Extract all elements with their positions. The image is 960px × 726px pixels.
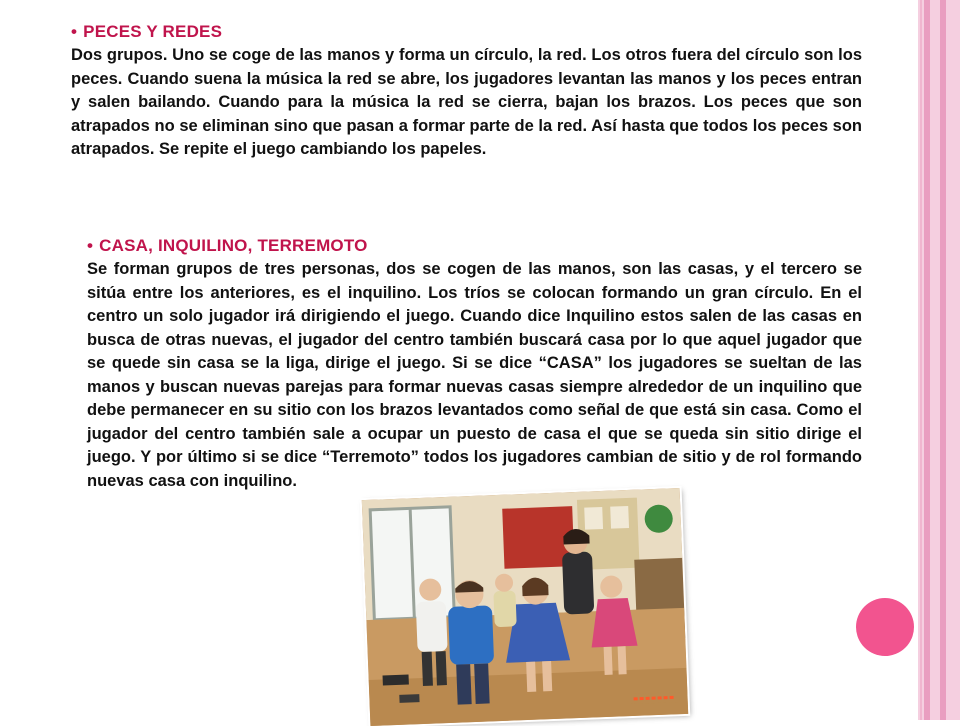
section-text: Se forman grupos de tres personas, dos se cogen de las manos, son las casas, y el tercero se sitúa entre los anteriores, es el inquilino. Los tríos se colocan formando un gran círculo. En el centro un solo jugador irá dirigiendo el juego. Cuando dice Inquilino estos salen de las casas en busca de otras nuevas, el jugador del centro también buscará casa por lo que aquel jugador que se quede sin casa se la liga, dirige el juego. Si se dice “CASA” los jugadores se sueltan de las manos y buscan nuevas parejas para formar nuevas casas siempre alrededor de un inquilino que debe permanecer en su sitio con los brazos levantados como señal de que está sin casa. Como el jugador del centro también sale a ocupar un puesto de casa el que se queda sin sitio dirige el juego. Y por último si se dice “Terremoto” todos los jugadores cambian de sitio y de rol formando nuevas casa con inquilino. — [87, 260, 862, 490]
section-title: PECES Y REDES — [83, 22, 223, 41]
section-title: CASA, INQUILINO, TERREMOTO — [99, 236, 368, 255]
bullet-icon: • — [87, 236, 94, 255]
border-stripe — [940, 0, 946, 720]
right-decorative-border — [918, 0, 960, 720]
border-line — [920, 0, 922, 720]
section-heading — [87, 236, 862, 256]
section-casa-inquilino-terremoto — [87, 236, 862, 493]
section-text: Dos grupos. Uno se coge de las manos y forma un círculo, la red. Los otros fuera del círculo son los peces. Cuando suena la música la red se abre, los jugadores levantan las manos y los peces entran y salen bailando. Cuando para la música la red se cierra, bajan los brazos. Los peces que son atrapados no se eliminan sino que pasan a formar parte de la red. Así hasta que todos los peces son atrapados. Se repite el juego cambiando los papeles. — [71, 46, 862, 158]
photo-illustration — [362, 488, 688, 726]
decorative-pink-circle — [856, 598, 914, 656]
children-playing-photo — [362, 488, 688, 726]
bullet-icon: • — [71, 22, 78, 41]
section-peces-y-redes — [71, 22, 862, 162]
section-heading — [71, 22, 862, 42]
border-stripe — [924, 0, 930, 720]
